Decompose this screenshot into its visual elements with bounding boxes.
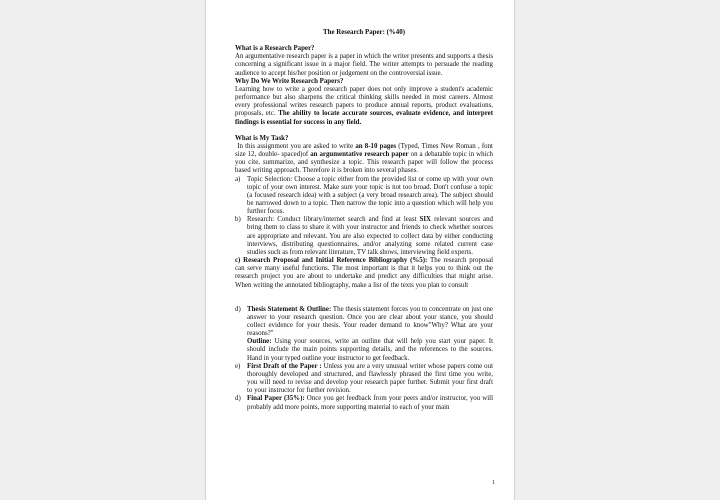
task-paper-type: an argumentative research paper [310, 151, 409, 159]
item-label: d) [235, 395, 241, 403]
why-bold-text: The ability to locate accurate sources, evaluate evidence, and interpret findings is essential for success in any field. [235, 110, 493, 126]
list-item-final-paper [235, 395, 493, 411]
task-text-3: on a debatable topic in which you cite, summarize, and synthesize a topic. This research paper will follow the process based writing approach. Therefore it is broken into several phases. [235, 151, 493, 175]
item-text: Research: Conduct library/internet search and find at least [247, 216, 417, 224]
item-text: The research proposal can serve many useful functions. The most important is that it helps you to think out the research project you are about to undertake and predict any difficulties that might arise. When writing the annotated bibliography, make a list of the texts you plan to consult [235, 257, 493, 289]
item-text: Topic Selection: Choose a topic either from the provided list or come up with your own topic of your own interest. Make sure your topic is not too broad. Don't confuse a topic (a focused research idea) with a subject (a very broad research area). The subject should be narrowed down to a topic. Then narrow the topic into a question which will help you further focus. [247, 175, 493, 216]
item-label: a) [235, 175, 241, 183]
why-text: Learning how to write a good research paper does not only improve a student's academic performance but also sharpens the critical thinking skills needed in most careers. Almost every professional writes research papers to produce annual reports, product evaluations, proposals, etc. [235, 85, 493, 118]
list-item-topic [235, 176, 493, 217]
item-text: The thesis statement forces you to concentrate on just one answer to your research question. Once you are clear about your stance, you should collect evidence for your thesis. Your reader demand to know"Why? What are your reasons?" [247, 305, 493, 338]
item-label: b) [235, 216, 241, 224]
item-bold: Research Proposal and Initial Reference Bibliography (%5): [243, 257, 428, 265]
paragraph-task [235, 143, 493, 176]
item-text: relevant sources and bring them to class to share it with your instructor and friends to check whether sources are appropriate and relevant. You are also expected to collect data by either conducting interviews, distributing questionnaires, and/or analyzing some related current case studies such as from relevant literature, TV talk shows, interviewing field experts. [247, 216, 494, 256]
outline-paragraph [247, 338, 493, 362]
document-page [205, 0, 515, 500]
list-item-proposal [235, 257, 493, 290]
page-content [235, 29, 493, 412]
item-bold: Thesis Statement & Outline: [247, 305, 332, 313]
list-item-research [235, 216, 493, 257]
item-text: Using your sources, write an outline that will help you start your paper. It should include the main points supporting details, and the references to the sources. Hand in your typed outline your instructor to get feedback. [247, 338, 493, 362]
item-label: d) [235, 305, 241, 313]
list-item-thesis [235, 306, 493, 363]
list-item-first-draft [235, 363, 493, 396]
heading-what-is: What is a Research Paper? [235, 45, 315, 53]
paragraph-what-is: An argumentative research paper is a paper in which the writer presents and supports a thesis concerning a significant issue in a major field. The writer attempts to persuade the reading audience to accept his/her position or judgement on the controversial issue. [235, 53, 493, 77]
item-text: Once you get feedback from your peers and/or instructor, you will probably add more points, more supporting material to each of your main [247, 395, 494, 411]
heading-task: What is My Task? [235, 134, 289, 142]
item-bold: Final Paper (35%): [247, 395, 305, 403]
heading-why: Why Do We Write Research Papers? [235, 77, 344, 85]
task-pages: an 8-10 pages [355, 142, 397, 150]
item-text: Unless you are a very unusual writer whose papers come out thoroughly developed and structured, and flawlessly phrased the first time you write, you will need to revise and develop your research paper further. Submit your first draft to your instructor for further revision. [247, 362, 493, 395]
item-bold: First Draft of the Paper : [247, 362, 322, 370]
document-title: The Research Paper: (%40) [323, 29, 405, 36]
item-label: c) [235, 257, 241, 265]
paragraph-why [235, 86, 493, 127]
page-number: 1 [492, 480, 495, 486]
item-bold: Outline: [247, 338, 272, 346]
item-label: e) [235, 362, 241, 370]
item-bold: SIX [419, 216, 432, 224]
task-text-2: (Typed, Times New Roman , font size 12, double- spaced)of [235, 142, 493, 159]
task-text-1: In this assignment you are asked to write [237, 142, 354, 150]
